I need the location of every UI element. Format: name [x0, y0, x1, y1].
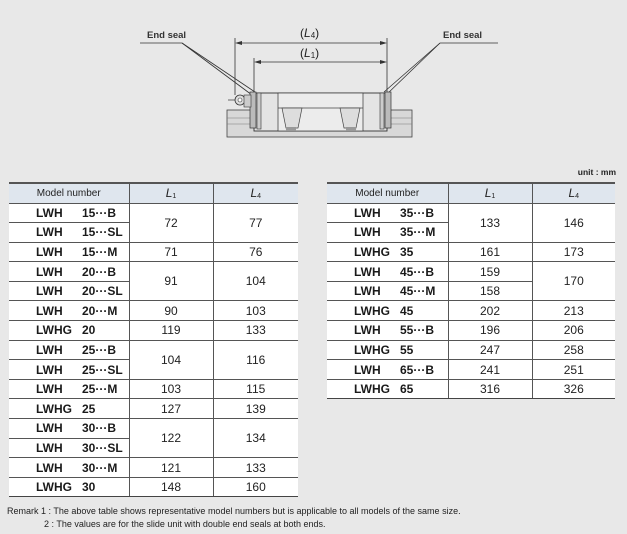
l4-value: 133	[213, 321, 298, 341]
model-series: LWH	[354, 284, 381, 299]
l4-value: 251	[532, 360, 615, 380]
model-series: LWHG	[354, 244, 390, 259]
l1-value: 247	[448, 340, 532, 360]
model-series: LWH	[36, 460, 63, 475]
model-cell	[9, 281, 129, 301]
model-cell	[327, 360, 448, 380]
table-row	[9, 262, 298, 282]
table-row	[327, 321, 615, 341]
l1-value: 119	[129, 321, 213, 341]
model-size: 55	[400, 342, 414, 357]
l1-value: 122	[129, 419, 213, 458]
model-cell	[9, 360, 129, 380]
model-series: LWH	[36, 382, 63, 397]
model-size: 20···SL	[82, 284, 123, 299]
model-size: 35	[400, 244, 414, 259]
l1-value: 72	[129, 203, 213, 242]
model-size: 15···B	[82, 205, 117, 220]
table-header-row	[327, 183, 615, 203]
model-cell	[327, 281, 448, 301]
l4-value: 77	[213, 203, 298, 242]
remark-1: Remark 1 : The above table shows representative model numbers but is applicable to all models of the same size.	[7, 506, 461, 516]
table-row	[9, 458, 298, 478]
l1-value: 316	[448, 379, 532, 399]
model-size: 30	[82, 480, 96, 495]
remarks	[7, 505, 461, 530]
dimension-table-left	[9, 182, 298, 497]
l1-value: 103	[129, 379, 213, 399]
model-cell	[9, 379, 129, 399]
table-row	[9, 379, 298, 399]
model-series: LWH	[354, 323, 381, 338]
l4-value: 170	[532, 262, 615, 301]
dimension-table-right	[327, 182, 615, 399]
table-row	[327, 379, 615, 399]
model-series: LWHG	[36, 323, 72, 338]
model-cell	[9, 223, 129, 243]
l1-value: 133	[448, 203, 532, 242]
l4-value: 213	[532, 301, 615, 321]
table-row	[9, 477, 298, 497]
model-series: LWH	[36, 440, 63, 455]
model-size: 30···SL	[82, 440, 123, 455]
end-seal-label-right: End seal	[443, 30, 483, 41]
linear-guide-diagram	[130, 0, 510, 150]
l4-value: 206	[532, 321, 615, 341]
model-size: 20	[82, 323, 96, 338]
l1-value: 71	[129, 242, 213, 262]
l1-value: 161	[448, 242, 532, 262]
model-size: 20···B	[82, 264, 117, 279]
header-l1-subscript: 1	[491, 193, 496, 201]
end-seal-label-left: End seal	[147, 30, 187, 41]
table-row	[9, 419, 298, 439]
l4-value: 104	[213, 262, 298, 301]
model-size: 20···M	[82, 303, 118, 318]
model-series: LWH	[36, 362, 63, 377]
model-series: LWH	[354, 205, 381, 220]
slide-unit-drawing	[130, 0, 510, 150]
l1-value: 104	[129, 340, 213, 379]
model-size: 35···M	[400, 225, 436, 240]
model-size: 45	[400, 303, 414, 318]
table-row	[9, 203, 298, 223]
table-row	[327, 242, 615, 262]
model-series: LWH	[36, 342, 63, 357]
header-model-number: Model number	[9, 183, 129, 203]
table-row	[9, 242, 298, 262]
l1-value: 158	[448, 281, 532, 301]
table-row	[9, 301, 298, 321]
model-size: 55···B	[400, 323, 435, 338]
model-size: 65···B	[400, 362, 435, 377]
model-series: LWH	[36, 205, 63, 220]
dimension-label-l1: $(L_1)$	[300, 46, 320, 60]
l4-value: 133	[213, 458, 298, 478]
model-size: 35···B	[400, 205, 435, 220]
model-series: LWH	[36, 421, 63, 436]
l1-value: 202	[448, 301, 532, 321]
model-cell	[327, 321, 448, 341]
model-size: 25···SL	[82, 362, 123, 377]
header-l1-subscript: 1	[172, 193, 177, 201]
model-series: LWH	[354, 225, 381, 240]
model-cell	[9, 242, 129, 262]
model-cell	[9, 399, 129, 419]
l1-value: 148	[129, 477, 213, 497]
header-l4	[213, 183, 298, 203]
model-size: 25···M	[82, 382, 118, 397]
l4-value: 76	[213, 242, 298, 262]
model-series: LWH	[354, 362, 381, 377]
l4-value: 115	[213, 379, 298, 399]
l1-value: 159	[448, 262, 532, 282]
model-cell	[9, 477, 129, 497]
l4-value: 258	[532, 340, 615, 360]
model-cell	[327, 301, 448, 321]
model-cell	[9, 458, 129, 478]
l1-value: 241	[448, 360, 532, 380]
model-series: LWHG	[354, 303, 390, 318]
l1-value: 91	[129, 262, 213, 301]
model-cell	[327, 223, 448, 243]
model-series: LWHG	[36, 401, 72, 416]
unit-label: unit : mm	[577, 167, 616, 177]
header-l1-symbol: L	[484, 186, 492, 201]
l1-value: 196	[448, 321, 532, 341]
model-cell	[327, 379, 448, 399]
header-l4-symbol: L	[250, 186, 258, 201]
l4-value: 326	[532, 379, 615, 399]
table-row	[9, 399, 298, 419]
dim-l1-symbol: L	[304, 46, 311, 60]
model-series: LWH	[36, 225, 63, 240]
model-series: LWHG	[354, 382, 390, 397]
dim-l4-subscript: 4	[310, 31, 316, 40]
model-cell	[9, 262, 129, 282]
model-size: 30···M	[82, 460, 118, 475]
model-series: LWH	[354, 264, 381, 279]
model-size: 45···B	[400, 264, 435, 279]
model-cell	[9, 321, 129, 341]
model-size: 15···SL	[82, 225, 123, 240]
header-l4-subscript: 4	[575, 193, 580, 201]
model-cell	[9, 419, 129, 439]
model-size: 30···B	[82, 421, 117, 436]
header-l4	[532, 183, 615, 203]
model-size: 45···M	[400, 284, 436, 299]
header-l1-symbol: L	[165, 186, 173, 201]
l1-value: 127	[129, 399, 213, 419]
header-l1	[129, 183, 213, 203]
dim-l1-subscript: 1	[310, 51, 316, 60]
model-size: 25	[82, 401, 96, 416]
model-cell	[9, 340, 129, 360]
model-cell	[327, 340, 448, 360]
l4-value: 139	[213, 399, 298, 419]
remark-2: 2 : The values are for the slide unit with double end seals at both ends.	[44, 518, 326, 529]
l4-value: 134	[213, 419, 298, 458]
table-row	[327, 262, 615, 282]
l1-value: 121	[129, 458, 213, 478]
model-cell	[327, 242, 448, 262]
header-l4-symbol: L	[568, 186, 576, 201]
table-row	[9, 340, 298, 360]
model-series: LWHG	[36, 480, 72, 495]
model-series: LWH	[36, 244, 63, 259]
table-row	[327, 203, 615, 223]
l4-value: 160	[213, 477, 298, 497]
model-cell	[327, 203, 448, 223]
model-cell	[9, 203, 129, 223]
header-l1	[448, 183, 532, 203]
table-row	[327, 340, 615, 360]
model-size: 15···M	[82, 244, 118, 259]
header-l4-subscript: 4	[257, 193, 262, 201]
model-series: LWHG	[354, 342, 390, 357]
l4-value: 173	[532, 242, 615, 262]
l4-value: 116	[213, 340, 298, 379]
model-cell	[9, 301, 129, 321]
header-model-number: Model number	[327, 183, 448, 203]
table-row	[9, 321, 298, 341]
dim-l4-symbol: L	[304, 26, 311, 40]
model-cell	[9, 438, 129, 458]
model-series: LWH	[36, 303, 63, 318]
dimension-label-l4: $(L_4)$	[300, 26, 320, 40]
l1-value: 90	[129, 301, 213, 321]
l4-value: 146	[532, 203, 615, 242]
model-size: 25···B	[82, 342, 117, 357]
model-series: LWH	[36, 284, 63, 299]
model-series: LWH	[36, 264, 63, 279]
model-cell	[327, 262, 448, 282]
l4-value: 103	[213, 301, 298, 321]
table-row	[327, 360, 615, 380]
table-row	[327, 301, 615, 321]
table-header-row	[9, 183, 298, 203]
model-size: 65	[400, 382, 414, 397]
